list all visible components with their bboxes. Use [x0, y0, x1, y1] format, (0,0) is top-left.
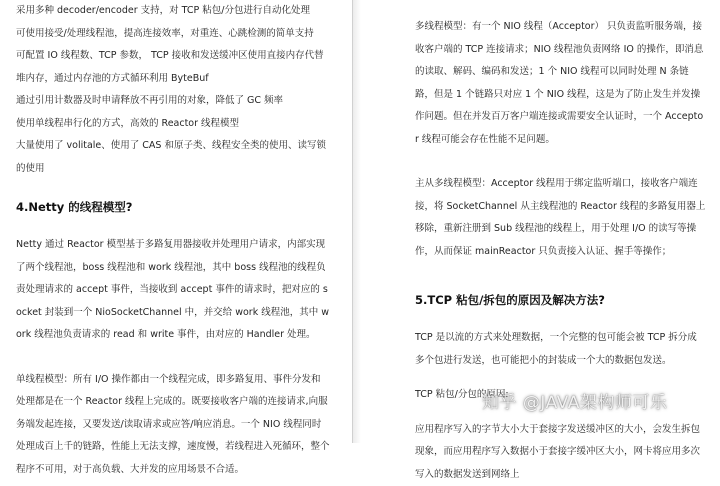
tcp-reason-paragraph: 应用程序写入的字节大小大于套接字发送缓冲区的大小，会发生拆包现象，而应用程序写入数据小于套接字缓冲区大小，网卡将应用多次写入的数据发送到网络上 — [415, 419, 706, 486]
intro-line-2: 可使用接受/处理线程池，提高连接效率，对重连、心跳检测的简单支持 — [16, 23, 330, 46]
netty-thread-model-paragraph: Netty 通过 Reactor 模型基于多路复用器接收并处理用户请求，内部实现了两个线程池，boss 线程池和 work 线程池，其中 boss 线程池的线程负责处理请求的 accept 事件，当接收到 accept 事件的请求时，把对应的 socket 封装到一个 NioSocketChannel 中，并交给 work 线程池，其中 work 线程池负责请求的 read 和 write 事件，由对应的 Handler 处理。 — [16, 234, 330, 347]
intro-line-1: 采用多种 decoder/encoder 支持，对 TCP 粘包/分包进行自动化处理 — [16, 0, 330, 23]
tcp-stream-paragraph: TCP 是以流的方式来处理数据，一个完整的包可能会被 TCP 拆分成多个包进行发送，也可能把小的封装成一个大的数据包发送。 — [415, 327, 706, 372]
intro-line-5: 使用单线程串行化的方式，高效的 Reactor 线程模型 — [16, 113, 330, 136]
single-thread-model-paragraph: 单线程模型：所有 I/O 操作都由一个线程完成，即多路复用、事件分发和处理都是在一个 Reactor 线程上完成的。既要接收客户端的连接请求,向服务端发起连接，又要发送/读取请求或应答/响应消息。一个 NIO 线程同时处理成百上千的链路，性能上无法支撑，速度慢，若线程进入死循环，整个程序不可用，对于高负载、大并发的应用场景不合适。 — [16, 369, 330, 482]
right-page — [415, 0, 706, 443]
intro-line-4: 通过引用计数器及时申请释放不再引用的对象，降低了 GC 频率 — [16, 90, 330, 113]
multi-thread-model-paragraph: 多线程模型：有一个 NIO 线程（Acceptor） 只负责监听服务端，接收客户端的 TCP 连接请求；NIO 线程池负责网络 IO 的操作，即消息的读取、解码、编码和发送；1 个 NIO 线程可以同时处理 N 条链路，但是 1 个链路只对应 1 个 NIO 线程，这是为了防止发生并发操作问题。但在并发百万客户端连接或需要安全认证时，一个 Acceptor 线程可能会存在性能不足问题。 — [415, 16, 706, 151]
page-divider-shadow — [353, 0, 361, 443]
intro-line-3: 可配置 IO 线程数、TCP 参数， TCP 接收和发送缓冲区使用直接内存代替堆内存，通过内存池的方式循环利用 ByteBuf — [16, 45, 330, 90]
master-slave-model-paragraph: 主从多线程模型：Acceptor 线程用于绑定监听端口，接收客户端连接，将 SocketChannel 从主线程池的 Reactor 线程的多路复用器上移除，重新注册到 Sub 线程池的线程上，用于处理 I/O 的读写等操作，从而保证 mainReactor 只负责接入认证、握手等操作； — [415, 173, 706, 263]
intro-line-6: 大量使用了 volitale、使用了 CAS 和原子类、线程安全类的使用、读写锁的使用 — [16, 135, 330, 180]
section-heading-4: 4.Netty 的线程模型? — [16, 192, 330, 222]
tcp-reason-title: TCP 粘包/分包的原因: — [415, 384, 706, 407]
section-heading-5: 5.TCP 粘包/拆包的原因及解决方法? — [415, 285, 706, 315]
zhihu-watermark: 知乎 @JAVA架构师可乐 — [482, 392, 667, 414]
left-page — [16, 0, 330, 443]
